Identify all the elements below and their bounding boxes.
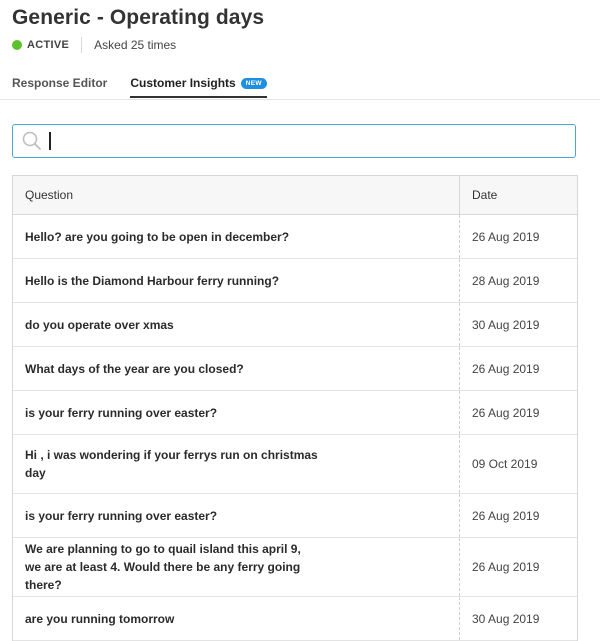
table-row[interactable] [13,435,577,494]
table-row[interactable] [13,597,577,641]
date-cell: 30 Aug 2019 [459,597,577,640]
question-cell: is your ferry running over easter? [25,405,218,420]
status-dot-icon [12,40,22,50]
column-header-date[interactable]: Date [459,176,577,214]
table-row[interactable] [13,347,577,391]
status-bar [12,37,176,53]
date-cell: 30 Aug 2019 [459,303,577,346]
search-input[interactable] [51,125,576,157]
table-row[interactable] [13,391,577,435]
date-cell: 09 Oct 2019 [459,435,577,493]
question-cell: What days of the year are you closed? [25,361,244,376]
question-cell: We are planning to go to quail island this april 9, we are at least 4. Would there be any ferry going there? [25,542,301,592]
search-icon [20,129,44,153]
tab-bar [12,76,290,96]
table-row[interactable] [13,259,577,303]
date-cell: 26 Aug 2019 [459,494,577,537]
status-badge: ACTIVE [27,39,70,51]
questions-table [12,175,578,641]
date-cell: 28 Aug 2019 [459,259,577,302]
table-header [13,176,577,215]
question-cell: Hi , i was wondering if your ferrys run on christmas day [25,448,318,480]
tabs-divider [0,99,600,100]
question-cell: do you operate over xmas [25,317,174,332]
table-row[interactable] [13,303,577,347]
search-box[interactable] [12,124,576,158]
column-header-question[interactable]: Question [25,188,74,202]
tab-response-editor[interactable] [12,76,107,96]
asked-count: Asked 25 times [94,38,177,52]
question-cell: Hello? are you going to be open in december? [25,229,290,244]
question-cell: Hello is the Diamond Harbour ferry running? [25,273,280,288]
tab-label: Response Editor [12,76,108,90]
date-cell: 26 Aug 2019 [459,391,577,434]
page-title: Generic - Operating days [12,6,265,29]
date-cell: 26 Aug 2019 [459,347,577,390]
question-cell: are you running tomorrow [25,611,175,626]
question-cell: is your ferry running over easter? [25,508,218,523]
date-cell: 26 Aug 2019 [459,215,577,258]
table-row[interactable] [13,215,577,259]
tab-customer-insights[interactable] [130,76,266,96]
date-cell: 26 Aug 2019 [459,538,577,596]
tab-label: Customer Insights [130,76,236,90]
page-header [12,6,264,30]
divider [81,37,82,53]
table-row[interactable] [13,538,577,597]
new-badge: NEW [241,78,267,89]
table-row[interactable] [13,494,577,538]
